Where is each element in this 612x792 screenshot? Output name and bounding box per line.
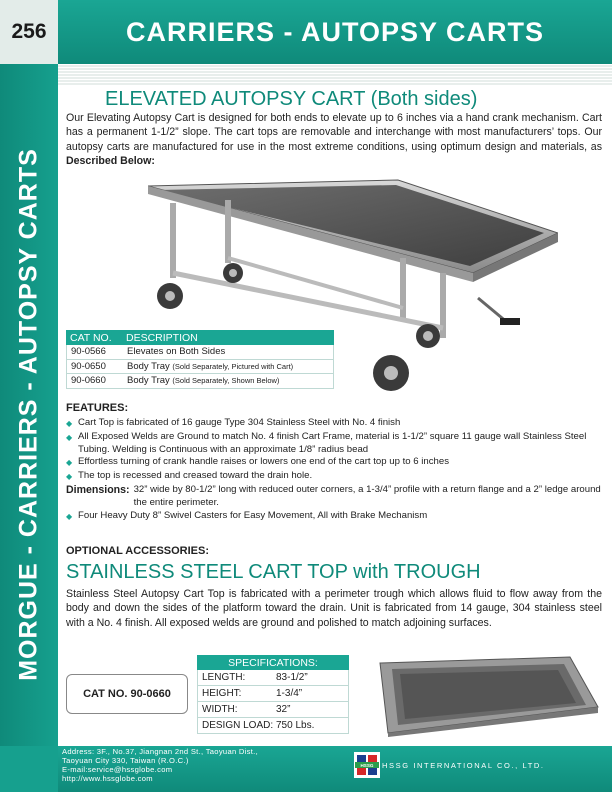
- logo-text: HSSG: [360, 762, 374, 768]
- table-row: [66, 360, 334, 375]
- cat-no-cell: 90-0650: [71, 360, 106, 372]
- company-logo-icon: [354, 752, 380, 778]
- table-row: DESIGN LOAD: 750 Lbs.: [197, 718, 349, 734]
- header-stripes: [58, 64, 612, 86]
- list-item: ◆ Four Heavy Duty 8” Swivel Casters for Easy Movement, All with Brake Mechanism: [66, 510, 606, 524]
- cat-no-cell: 90-0660: [71, 375, 106, 387]
- diamond-bullet-icon: ◆: [66, 432, 73, 442]
- list-item: ◆ Effortless turning of crank handle raises or lowers one end of the cart top up to 6 inches: [66, 456, 606, 470]
- cart-top-tray-image: [360, 655, 600, 737]
- catalog-header-description: DESCRIPTION: [126, 331, 198, 344]
- cat-no-cell: 90-0566: [71, 346, 106, 358]
- email-text: E-mail:service@hssglobe.com: [62, 765, 173, 774]
- table-row: WIDTH: 32”: [197, 702, 349, 718]
- list-item: ◆ All Exposed Welds are Ground to match No. 4 finish Cart Frame, material is 1-1/2” square 11 gauge wall Stainless Steel Tubing. Welding is Continuous with an approximate 1/8” radius bead: [66, 430, 587, 455]
- sidebar-title: MORGUE - CARRIERS - AUTOPSY CARTS: [14, 148, 43, 681]
- specifications-table: [197, 655, 349, 734]
- optional-heading: OPTIONAL ACCESSORIES:: [66, 545, 210, 557]
- description-cell: Elevates on Both Sides: [127, 346, 226, 358]
- footer-contact: [62, 747, 352, 783]
- list-item: ◆ Cart Top is fabricated of 16 gauge Type 304 Stainless Steel with No. 4 finish: [66, 417, 606, 431]
- features-list: [66, 417, 606, 523]
- catalog-header-catno: CAT NO.: [70, 331, 112, 344]
- diamond-bullet-icon: ◆: [66, 511, 73, 521]
- table-row: HEIGHT: 1-3/4”: [197, 686, 349, 702]
- diamond-bullet-icon: ◆: [66, 472, 73, 482]
- footer-corner: [0, 746, 58, 792]
- list-item: ◆ The top is recessed and creased toward the drain hole.: [66, 470, 606, 484]
- dimensions-label: Dimensions:: [66, 483, 130, 496]
- catalog-table: [66, 330, 334, 389]
- company-name: HSSG INTERNATIONAL CO., LTD.: [382, 761, 545, 770]
- dimensions-text: 32” wide by 80-1/2” long with reduced outer corners, a 1-3/4” profile with a return flange and a 2” ledge around the entire perimeter.: [133, 483, 601, 508]
- description-note: (Sold Separately, Shown Below): [172, 376, 280, 386]
- features-heading: FEATURES:: [66, 402, 129, 414]
- website-text: http://www.hssglobe.com: [62, 774, 153, 783]
- address-line-2: Taoyuan City 330, Taiwan (R.O.C.): [62, 756, 189, 765]
- intro-bold: Described Below:: [66, 155, 155, 168]
- dimensions-block: [66, 484, 606, 510]
- optional-description: Stainless Steel Autopsy Cart Top is fabricated with a perimeter trough which allows fluid to flow away from the body and down the sides of the platform toward the drain. Unit is fabricated from 14 gauge, 304 stainless steel with a No. 4 finish. All exposed welds are ground and polished to match adjoining surfaces.: [66, 588, 602, 629]
- diamond-bullet-icon: ◆: [66, 458, 73, 468]
- specifications-header: SPECIFICATIONS:: [197, 655, 349, 670]
- catalog-table-header: [66, 330, 334, 345]
- page-title: CARRIERS - AUTOPSY CARTS: [125, 16, 545, 47]
- table-row: [66, 374, 334, 389]
- description-cell: Body Tray: [127, 375, 170, 387]
- optional-cat-no: CAT NO. 90-0660: [66, 674, 188, 714]
- table-row: [66, 345, 334, 360]
- description-cell: Body Tray: [127, 360, 170, 372]
- intro-paragraph: [66, 111, 602, 169]
- diamond-bullet-icon: ◆: [66, 419, 73, 428]
- address-line-1: Address: 3F., No.37, Jiangnan 2nd St., Taoyuan Dist.,: [62, 747, 259, 756]
- table-row: LENGTH: 83-1/2”: [197, 670, 349, 686]
- optional-title: STAINLESS STEEL CART TOP with TROUGH: [66, 561, 481, 583]
- description-note: (Sold Separately, Pictured with Cart): [172, 361, 294, 371]
- section-title: ELEVATED AUTOPSY CART (Both sides): [105, 88, 478, 110]
- page-number: 256: [0, 0, 58, 64]
- intro-text: Our Elevating Autopsy Cart is designed for both ends to elevate up to 6 inches via a hand crank mechanism. Cart has a permanent 1-1/2” slope. The cart tops are removable and interchange with most manufacturers’ tops. Our autopsy carts are manufactured for use in the most extreme conditions, using optimum design and materials, as: [66, 112, 602, 153]
